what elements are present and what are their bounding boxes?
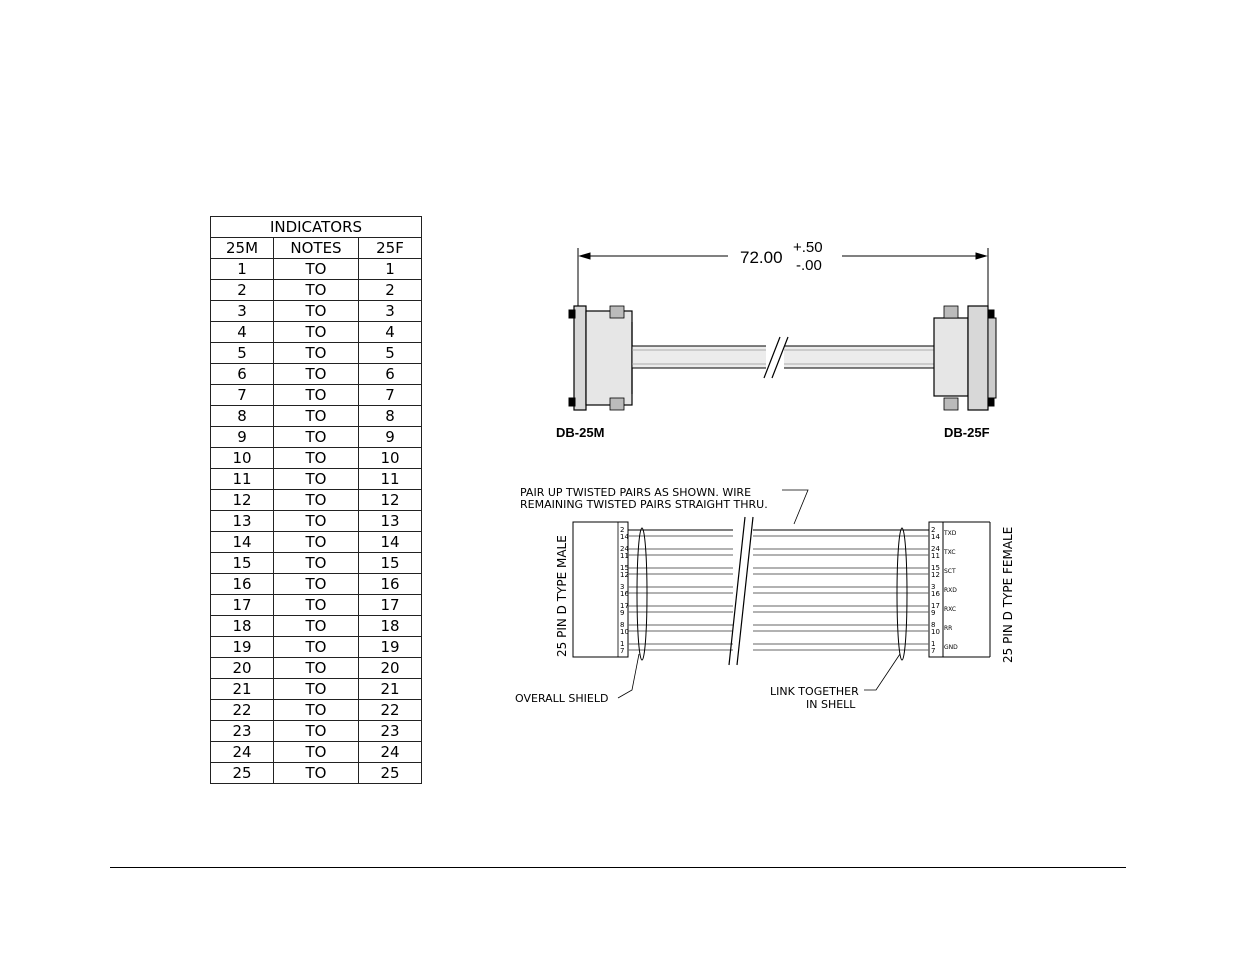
tolerance-minus: -.00: [796, 257, 822, 274]
pin-note: TO: [274, 637, 359, 658]
pin-25f: 11: [359, 469, 422, 490]
pin-25f: 10: [359, 448, 422, 469]
pin-25m: 8: [211, 406, 274, 427]
pin-25m: 11: [211, 469, 274, 490]
pin-25f: 8: [359, 406, 422, 427]
pin-25f: 7: [359, 385, 422, 406]
pin-25m: 16: [211, 574, 274, 595]
pin-note: TO: [274, 700, 359, 721]
wiring-schematic: [573, 490, 990, 698]
pin-note: TO: [274, 553, 359, 574]
pin-25f: 4: [359, 322, 422, 343]
pin-25m: 4: [211, 322, 274, 343]
tolerance-plus: +.50: [793, 239, 823, 256]
female-pin-number: 14: [931, 533, 940, 541]
pin-25f: 22: [359, 700, 422, 721]
overall-shield-left: [637, 528, 647, 660]
pin-25m: 23: [211, 721, 274, 742]
male-pin-number: 15: [620, 564, 629, 572]
pin-25f: 16: [359, 574, 422, 595]
wiring-note-line1: PAIR UP TWISTED PAIRS AS SHOWN. WIRE: [520, 486, 752, 499]
male-pin-number: 3: [620, 583, 625, 591]
pin-note: TO: [274, 511, 359, 532]
pin-25m: 10: [211, 448, 274, 469]
table-title: INDICATORS: [211, 217, 422, 238]
pin-25f: 1: [359, 259, 422, 280]
pin-25f: 9: [359, 427, 422, 448]
header-25f: 25F: [359, 238, 422, 259]
pin-25m: 18: [211, 616, 274, 637]
female-pin-number: 1: [931, 640, 936, 648]
pin-note: TO: [274, 574, 359, 595]
pin-25m: 7: [211, 385, 274, 406]
female-pin-number: 7: [931, 647, 936, 655]
signal-name: RXC: [944, 606, 957, 613]
cable-assembly: [569, 248, 996, 410]
pin-25f: 18: [359, 616, 422, 637]
pin-25f: 25: [359, 763, 422, 784]
right-connector-label: DB-25F: [944, 425, 990, 440]
pin-25f: 15: [359, 553, 422, 574]
male-pin-number: 9: [620, 609, 625, 617]
male-pin-number: 16: [620, 590, 629, 598]
female-pin-number: 16: [931, 590, 940, 598]
pin-25f: 17: [359, 595, 422, 616]
female-pin-number: 2: [931, 526, 936, 534]
pin-note: TO: [274, 532, 359, 553]
pin-25m: 6: [211, 364, 274, 385]
pin-25m: 25: [211, 763, 274, 784]
pin-25f: 14: [359, 532, 422, 553]
signal-name: SCT: [944, 568, 956, 575]
pin-note: TO: [274, 280, 359, 301]
signal-name: GND: [944, 644, 958, 651]
pin-25f: 19: [359, 637, 422, 658]
pin-note: TO: [274, 490, 359, 511]
pin-note: TO: [274, 322, 359, 343]
pin-25f: 2: [359, 280, 422, 301]
signal-name: TXC: [944, 549, 956, 556]
pin-25f: 6: [359, 364, 422, 385]
overall-shield-label: OVERALL SHIELD: [515, 692, 609, 705]
pin-25f: 20: [359, 658, 422, 679]
female-pin-number: 10: [931, 628, 940, 636]
male-pin-number: 7: [620, 647, 625, 655]
pin-note: TO: [274, 679, 359, 700]
female-pin-number: 3: [931, 583, 936, 591]
male-pin-number: 12: [620, 571, 629, 579]
pin-note: TO: [274, 406, 359, 427]
female-pin-number: 12: [931, 571, 940, 579]
pin-25m: 12: [211, 490, 274, 511]
female-pin-number: 17: [931, 602, 940, 610]
pin-25m: 19: [211, 637, 274, 658]
header-25m: 25M: [211, 238, 274, 259]
male-pin-number: 8: [620, 621, 625, 629]
pin-note: TO: [274, 448, 359, 469]
pin-note: TO: [274, 385, 359, 406]
pin-25f: 24: [359, 742, 422, 763]
wire-bundle: [628, 530, 929, 650]
link-together-label-2: IN SHELL: [806, 698, 856, 711]
pin-25m: 24: [211, 742, 274, 763]
pin-note: TO: [274, 658, 359, 679]
pin-25m: 1: [211, 259, 274, 280]
female-pin-number: 8: [931, 621, 936, 629]
length-dimension: 72.00: [740, 248, 783, 267]
female-pin-number: 24: [931, 545, 940, 553]
male-connector-label: 25 PIN D TYPE MALE: [555, 535, 569, 657]
pin-25m: 5: [211, 343, 274, 364]
male-pin-number: 2: [620, 526, 625, 534]
pin-25m: 20: [211, 658, 274, 679]
pin-note: TO: [274, 469, 359, 490]
left-connector-label: DB-25M: [556, 425, 605, 440]
pin-25m: 13: [211, 511, 274, 532]
pin-note: TO: [274, 259, 359, 280]
female-pin-number: 9: [931, 609, 936, 617]
pin-25m: 9: [211, 427, 274, 448]
wiring-note-line2: REMAINING TWISTED PAIRS STRAIGHT THRU.: [520, 498, 768, 511]
pin-note: TO: [274, 427, 359, 448]
female-connector-label: 25 PIN D TYPE FEMALE: [1001, 526, 1015, 663]
female-pin-number: 11: [931, 552, 940, 560]
pin-25m: 3: [211, 301, 274, 322]
pin-25m: 15: [211, 553, 274, 574]
female-pin-number: 15: [931, 564, 940, 572]
signal-name: RR: [944, 625, 953, 632]
male-pin-number: 24: [620, 545, 629, 553]
male-pin-number: 14: [620, 533, 629, 541]
pin-25m: 22: [211, 700, 274, 721]
pin-note: TO: [274, 343, 359, 364]
pin-25m: 2: [211, 280, 274, 301]
signal-name: TXD: [944, 530, 957, 537]
pin-note: TO: [274, 763, 359, 784]
male-pin-number: 1: [620, 640, 625, 648]
pin-note: TO: [274, 595, 359, 616]
overall-shield-right: [897, 528, 907, 660]
male-pin-number: 11: [620, 552, 629, 560]
pin-25f: 21: [359, 679, 422, 700]
pin-25f: 12: [359, 490, 422, 511]
pin-note: TO: [274, 301, 359, 322]
pin-note: TO: [274, 616, 359, 637]
link-together-label-1: LINK TOGETHER: [770, 685, 859, 698]
pin-25f: 3: [359, 301, 422, 322]
signal-name: RXD: [944, 587, 957, 594]
pin-note: TO: [274, 721, 359, 742]
pin-25m: 17: [211, 595, 274, 616]
pin-25m: 21: [211, 679, 274, 700]
footer-divider: [110, 867, 1126, 868]
pin-25f: 5: [359, 343, 422, 364]
pin-25f: 13: [359, 511, 422, 532]
pin-25f: 23: [359, 721, 422, 742]
pin-note: TO: [274, 364, 359, 385]
pin-25m: 14: [211, 532, 274, 553]
pin-note: TO: [274, 742, 359, 763]
male-pin-number: 10: [620, 628, 629, 636]
header-notes: NOTES: [274, 238, 359, 259]
male-pin-number: 17: [620, 602, 629, 610]
